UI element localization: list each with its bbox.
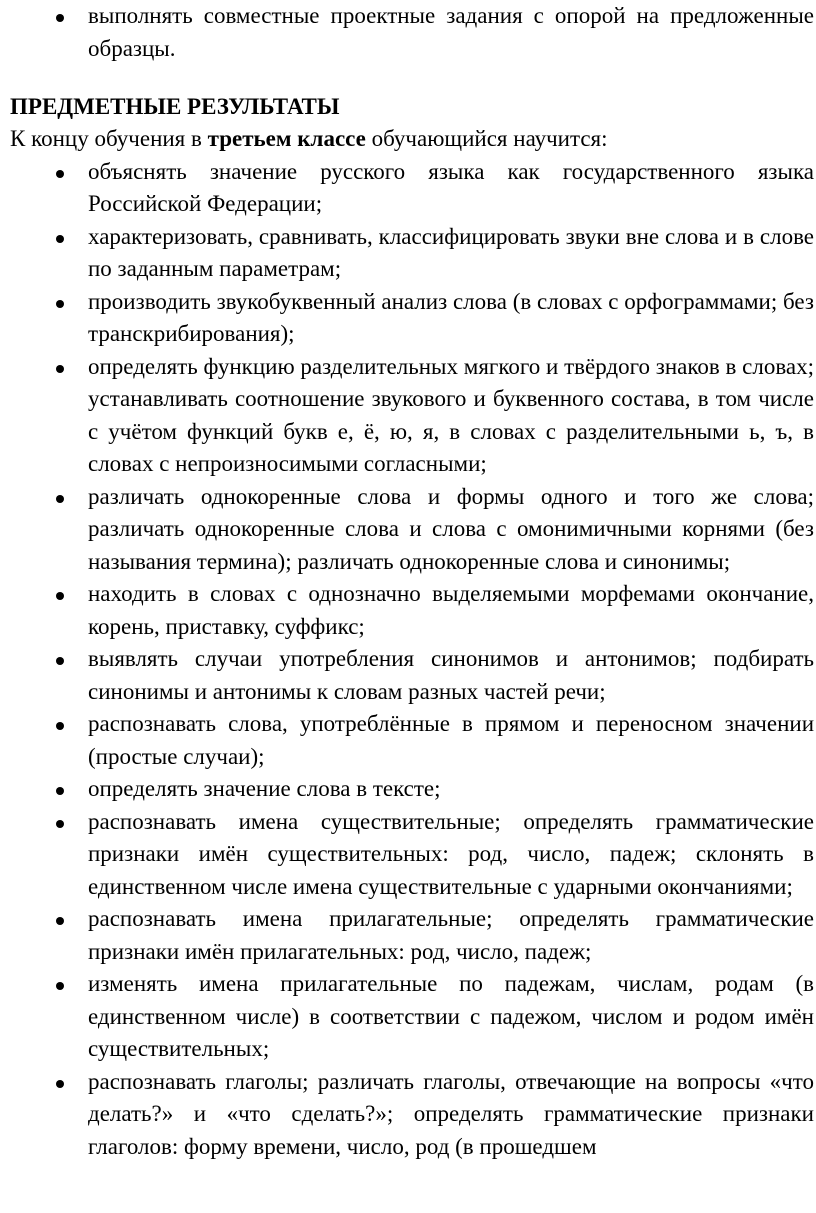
list-item [10,708,814,773]
results-bullet-list [10,156,814,1164]
list-item-text: объяснять значение русского языка как государственного языка Российской Федерации; [88,158,814,216]
list-item-text: распознавать слова, употреблённые в прямом и переносном значении (простые случаи); [88,711,814,769]
intro-bold-grade: третьем классе [207,126,366,151]
list-item-text: выявлять случаи употребления синонимов и антонимов; подбирать синонимы и антонимы к словам разных частей речи; [88,646,814,704]
list-item-text: определять функцию разделительных мягкого и твёрдого знаков в словах; устанавливать соотношение звукового и буквенного состава, в том числе с учётом функций букв е, ё, ю, я, в словах с разделительными ь, ъ, в словах с непроизносимыми согласными; [88,353,814,476]
list-item-text: производить звукобуквенный анализ слова (в словах с орфограммами; без транскрибирования); [88,288,814,346]
list-item [10,156,814,221]
bullet-icon [56,300,64,308]
bullet-icon [56,657,64,665]
bullet-icon [56,495,64,503]
list-item-text: различать однокоренные слова и формы одного и того же слова; различать однокоренные слова и слова с омонимичными корнями (без называния термина); различать однокоренные слова и синонимы; [88,483,814,574]
intro-text-end: обучающийся научится: [365,126,608,151]
list-item-text: определять значение слова в тексте; [88,776,441,801]
bullet-icon [56,170,64,178]
list-item [10,351,814,481]
list-item [10,806,814,904]
bullet-icon [56,365,64,373]
list-item [10,578,814,643]
list-item-text: распознавать имена существительные; определять грамматические признаки имён существительных: род, число, падеж; склонять в единственном числе имена существительные с ударными окончаниями; [88,808,814,899]
section-heading: ПРЕДМЕТНЫЕ РЕЗУЛЬТАТЫ [10,94,340,119]
bullet-icon [56,235,64,243]
intro-text-start: К концу обучения в [10,126,208,151]
list-item [10,286,814,351]
list-item-text: характеризовать, сравнивать, классифицировать звуки вне слова и в слове по заданным параметрам; [88,223,814,281]
top-bullet-list [10,0,814,65]
list-item [10,221,814,286]
bullet-icon [56,917,64,925]
list-item [10,643,814,708]
list-item [10,0,814,65]
list-item [10,481,814,579]
section-intro [10,123,814,156]
bullet-icon [56,982,64,990]
list-item-text: выполнять совместные проектные задания с опорой на предложенные образцы. [88,3,814,61]
bullet-icon [56,820,64,828]
list-item [10,773,814,806]
list-item-text: изменять имена прилагательные по падежам, числам, родам (в единственном числе) в соответствии с падежом, числом и родом имён существительных; [88,971,814,1061]
bullet-icon [56,722,64,730]
list-item [10,903,814,968]
list-item-text: находить в словах с однозначно выделяемыми морфемами окончание, корень, приставку, суффикс; [88,581,814,639]
bullet-icon [56,787,64,795]
bullet-icon [56,592,64,600]
list-item-text: распознавать глаголы; различать глаголы, отвечающие на вопросы «что делать?» и «что сделать?»; определять грамматические признаки глаголов: форму времени, число, род (в прошедшем [88,1068,814,1159]
bullet-icon [56,14,64,22]
list-item [10,1066,814,1164]
list-item-text: распознавать имена прилагательные; определять грамматические признаки имён прилагательных: род, число, падеж; [88,906,814,964]
bullet-icon [56,1080,64,1088]
list-item [10,968,814,1066]
